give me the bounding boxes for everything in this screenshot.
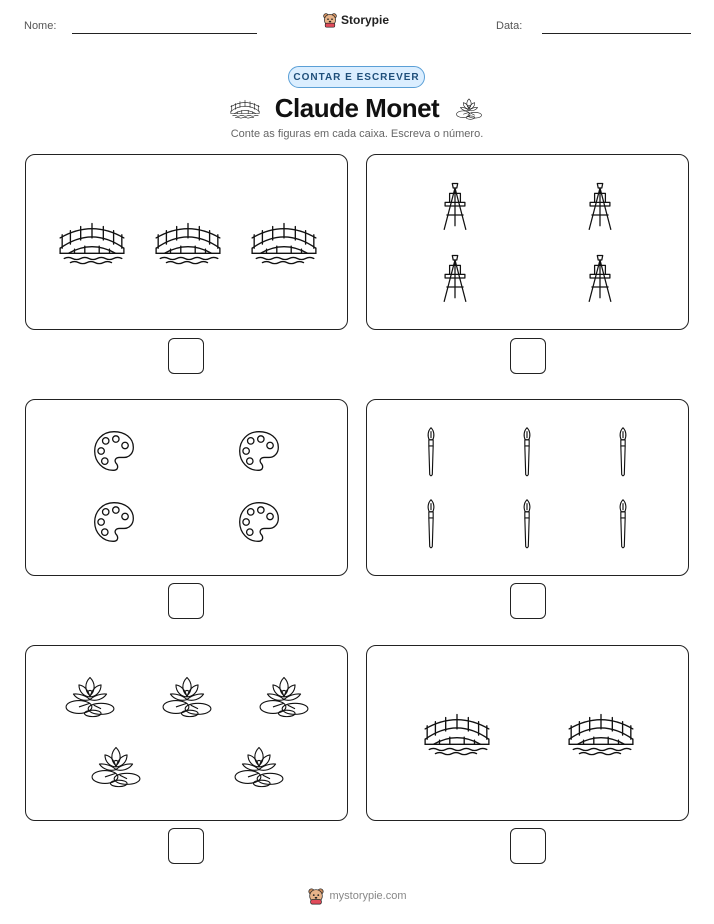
answer-box-2[interactable] [510, 338, 546, 374]
easel-icon [582, 179, 618, 233]
water-lily-icon [62, 672, 118, 718]
bear-logo-icon [322, 12, 338, 28]
palette-icon [236, 428, 282, 474]
count-box-4 [366, 399, 689, 576]
worksheet-header [0, 0, 714, 50]
easel-icon [437, 251, 473, 305]
answer-box-6[interactable] [510, 828, 546, 864]
palette-icon [91, 428, 137, 474]
bridge-icon [229, 96, 261, 120]
paintbrush-icon [423, 426, 439, 478]
bridge-icon [56, 215, 128, 267]
water-lily-icon [453, 96, 485, 120]
paintbrush-icon [423, 498, 439, 550]
water-lily-icon [256, 672, 312, 718]
answer-box-4[interactable] [510, 583, 546, 619]
paintbrush-icon [615, 426, 631, 478]
answer-box-1[interactable] [168, 338, 204, 374]
answer-box-5[interactable] [168, 828, 204, 864]
paintbrush-icon [519, 426, 535, 478]
count-box-3 [25, 399, 348, 576]
bear-logo-icon [307, 887, 325, 905]
bridge-icon [421, 706, 493, 758]
date-label: Data: [496, 20, 523, 32]
paintbrush-icon [519, 498, 535, 550]
footer [0, 887, 714, 905]
bridge-icon [248, 215, 320, 267]
count-box-1 [25, 154, 348, 330]
easel-icon [582, 251, 618, 305]
page-title: Claude Monet [274, 92, 440, 123]
name-label: Nome: [24, 20, 57, 32]
paintbrush-icon [615, 498, 631, 550]
count-box-5 [25, 645, 348, 821]
count-box-2 [366, 154, 689, 330]
count-box-6 [366, 645, 689, 821]
easel-icon [437, 179, 473, 233]
water-lily-icon [159, 672, 215, 718]
bridge-icon [565, 706, 637, 758]
palette-icon [91, 499, 137, 545]
instructions: Conte as figuras em cada caixa. Escreva o número. [230, 128, 484, 140]
brand-logo [322, 12, 389, 28]
activity-badge: CONTAR E ESCREVER [288, 66, 425, 88]
footer-site[interactable]: mystorypie.com [329, 890, 407, 902]
date-line[interactable] [542, 33, 691, 34]
brand-name: Storypie [341, 13, 390, 27]
water-lily-icon [88, 742, 144, 788]
name-line[interactable] [72, 33, 257, 34]
bridge-icon [152, 215, 224, 267]
palette-icon [236, 499, 282, 545]
title-row [0, 92, 714, 124]
water-lily-icon [231, 742, 287, 788]
answer-box-3[interactable] [168, 583, 204, 619]
